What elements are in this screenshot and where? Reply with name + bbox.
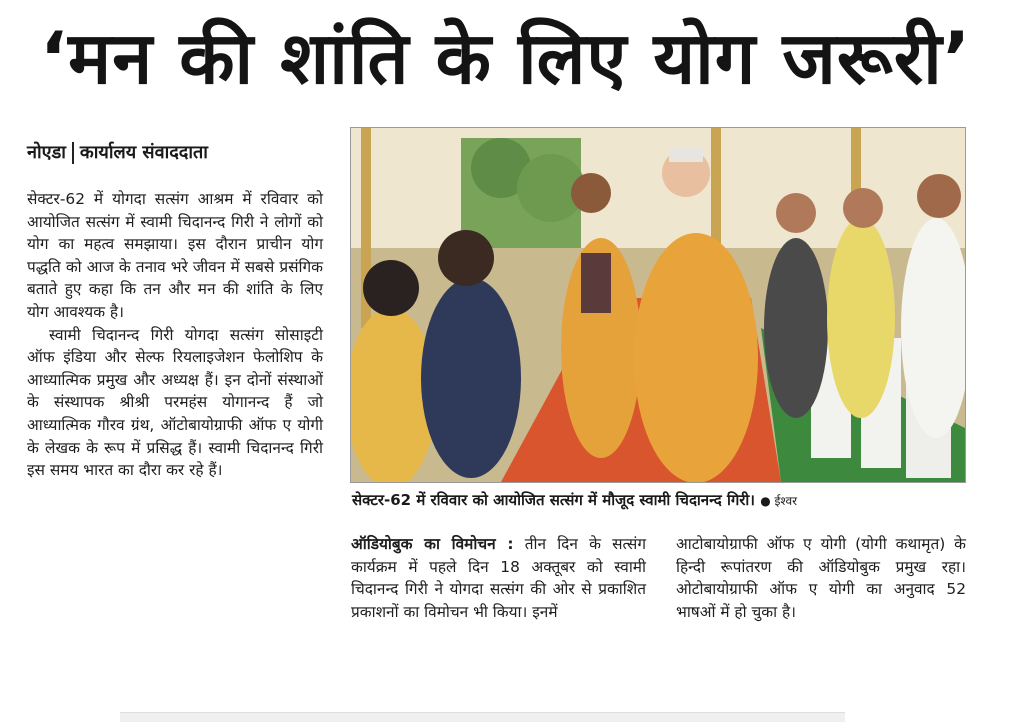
subheading: ऑडियोबुक का विमोचन :	[351, 535, 514, 553]
byline	[27, 140, 208, 164]
article-column-3	[676, 533, 966, 623]
news-photo	[350, 127, 966, 483]
photo-illustration	[351, 128, 965, 482]
headline: ‘मन की शांति के लिए योग जरूरी’	[39, 16, 972, 100]
person-right-2	[827, 218, 895, 418]
article-column-2	[351, 533, 646, 623]
paragraph-4: आटोबायोग्राफी ऑफ ए योगी (योगी कथामृत) के हिन्दी रूपांतरण की ऑडियोबुक प्रमुख रहा। ओटोबायोग्राफी ऑफ ए योगी का अनुवाद 52 भाषओं में हो चुका है।	[676, 535, 966, 621]
paragraph-3	[351, 533, 646, 623]
byline-reporter: कार्यालय संवाददाता	[79, 142, 208, 163]
person-right-1	[764, 238, 828, 418]
person-left-2	[421, 278, 521, 478]
photo-credit: ● ईश्वर	[760, 494, 798, 508]
monk-main	[634, 233, 758, 482]
paragraph-3-text: तीन दिन के सत्संग कार्यक्रम में पहले दिन 18 अक्तूबर को स्वामी चिदानन्द गिरी ने योगदा सत्संग की ओर से प्रकाशित प्रकाशनों का विमोचन भी किया। इनमें	[351, 535, 646, 621]
byline-place: नोएडा	[27, 142, 66, 163]
paragraph-2: स्वामी चिदानन्द गिरी योगदा सत्संग सोसाइटी ऑफ इंडिया और सेल्फ रियलाइजेशन फेलोशिप के आध्यात्मिक प्रमुख और अध्यक्ष हैं। इन दोनों संस्थाओं के संस्थापक श्रीश्री परमहंस योगानन्द हैं जो आध्यात्मिक गौरव ग्रंथ, ऑटोबायोग्राफी ऑफ ए योगी के लेखक के रूप में प्रसिद्ध हैं। स्वामी चिदानन्द गिरी इस समय भारत का दौरा कर रहे हैं।	[27, 325, 323, 480]
photo-caption	[352, 490, 967, 510]
paragraph-1: सेक्टर-62 में योगदा सत्संग आश्रम में रविवार को आयोजित सत्संग में स्वामी चिदानन्द गिरी ने लोगों को योग का महत्व समझाया। इस दौरान प्राचीन योग पद्धति को आज के तनाव भरे जीवन में सबसे प्रसंगिक बताते हुए कहा कि तन और मन की शांति के लिए योग आवश्यक है।	[27, 190, 323, 321]
byline-separator	[72, 142, 74, 164]
caption-text: सेक्टर-62 में रविवार को आयोजित सत्संग में मौजूद स्वामी चिदानन्द गिरी।	[352, 491, 755, 509]
article-column-1	[27, 188, 323, 482]
